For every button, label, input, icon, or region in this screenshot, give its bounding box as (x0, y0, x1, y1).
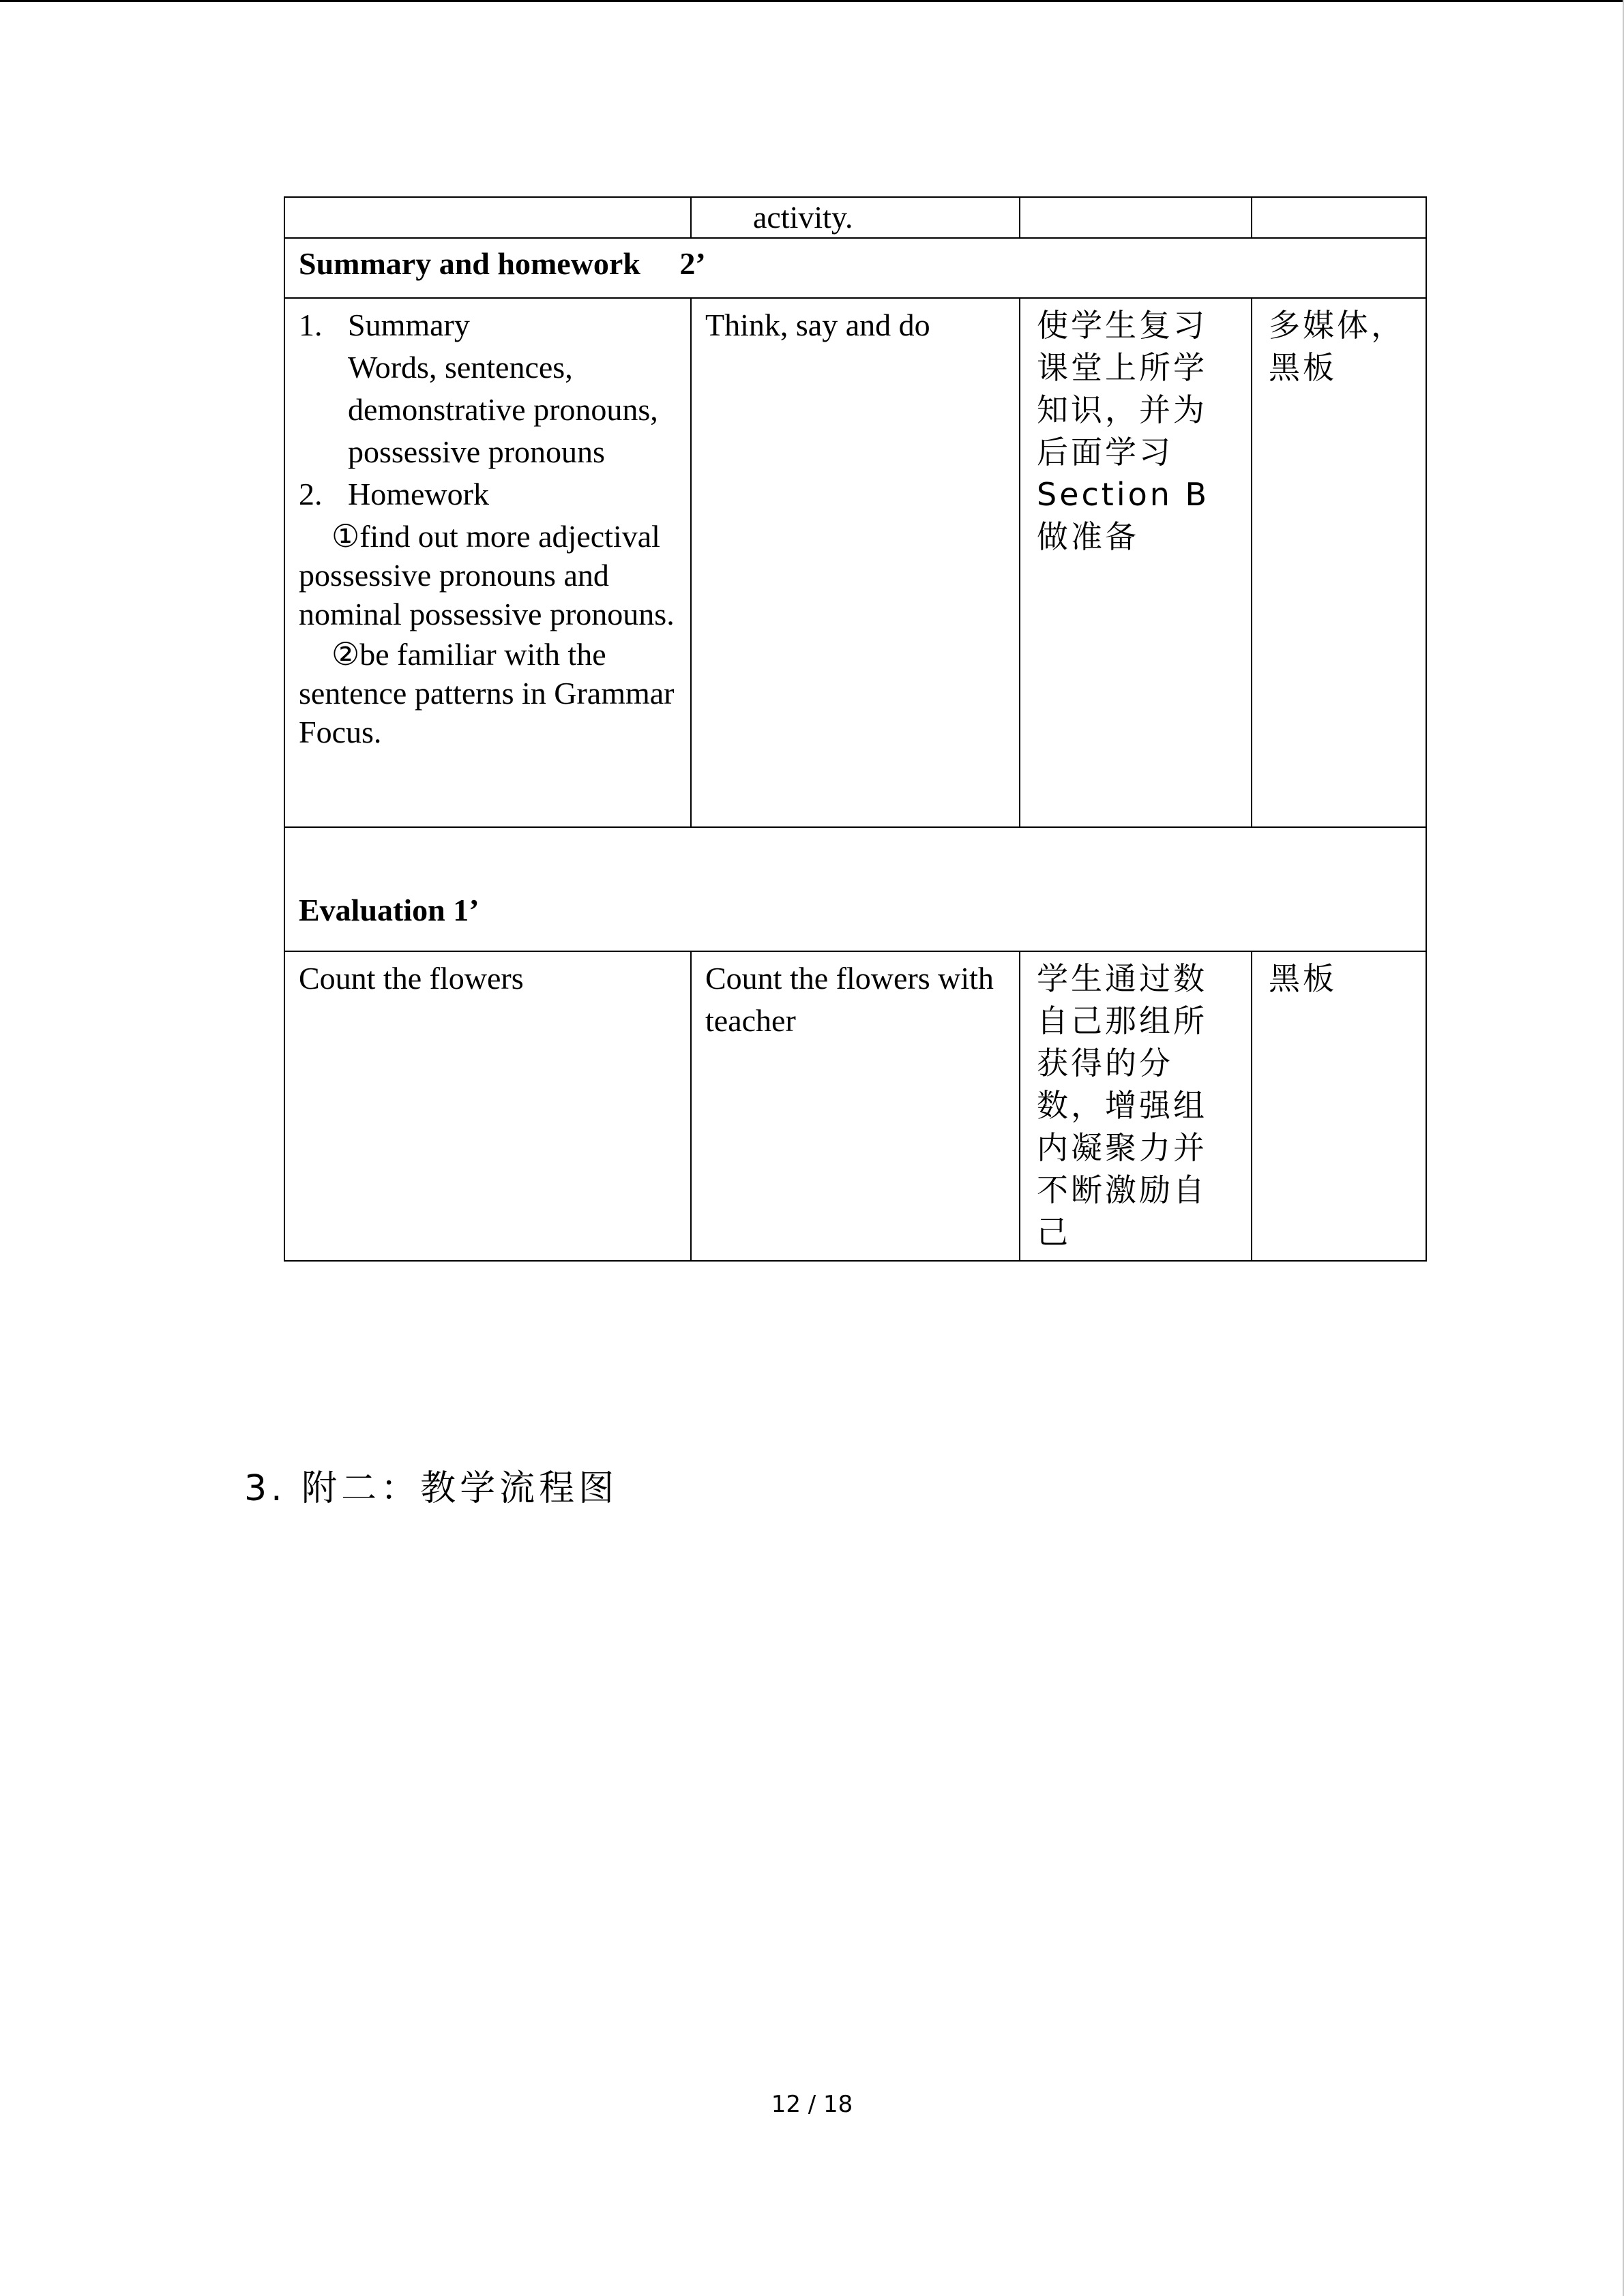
homework-item: ①find out more adjectival possessive pronouns and nominal possessive pronouns. (299, 519, 675, 631)
summary-heading: Summary and homework 2’ (284, 238, 1426, 298)
cell-evaluation-step: Count the flowers (284, 951, 691, 1261)
summary-line: Words, sentences, (348, 350, 573, 385)
cell-evaluation-activity: Count the flowers with teacher (691, 951, 1020, 1261)
cell-media-empty (1252, 197, 1426, 238)
cell-purpose-empty (1020, 197, 1252, 238)
homework-item: ②be familiar with the sentence patterns in Grammar Focus. (299, 637, 675, 749)
list-item-summary (299, 304, 677, 473)
list-number: 1. (299, 308, 323, 342)
cell-summary-media: 多媒体，黑板 (1252, 298, 1426, 827)
list-item-title: Summary (348, 308, 470, 342)
table-row-activity-continued (284, 197, 1426, 238)
cell-evaluation-media: 黑板 (1252, 951, 1426, 1261)
summary-line: possessive pronouns (348, 434, 605, 469)
list-item-homework (299, 473, 677, 516)
summary-list (299, 304, 677, 516)
table-row-evaluation-heading (284, 827, 1426, 951)
table-row-summary-heading (284, 238, 1426, 298)
cell-summary-activity: Think, say and do (691, 298, 1020, 827)
cell-summary-purpose: 使学生复习课堂上所学知识，并为后面学习 Section B 做准备 (1020, 298, 1252, 827)
cell-activity-continued (691, 197, 1020, 238)
table-row-evaluation (284, 951, 1426, 1261)
page-number: 12 / 18 (771, 2091, 853, 2118)
activity-continued-text: activity. (753, 200, 853, 235)
summary-line: demonstrative pronouns, (348, 392, 658, 427)
cell-step-empty (284, 197, 691, 238)
list-number: 2. (299, 477, 323, 511)
cell-evaluation-purpose: 学生通过数自己那组所获得的分数，增强组内凝聚力并不断激励自己 (1020, 951, 1252, 1261)
evaluation-heading: Evaluation 1’ (284, 827, 1426, 951)
list-item-title: Homework (348, 477, 489, 511)
lesson-plan-table (284, 196, 1427, 1262)
page-top-border (0, 0, 1624, 2)
table-row-summary (284, 298, 1426, 827)
cell-summary-steps (284, 298, 691, 827)
section-heading: 3. 附二：教学流程图 (244, 1468, 619, 1509)
